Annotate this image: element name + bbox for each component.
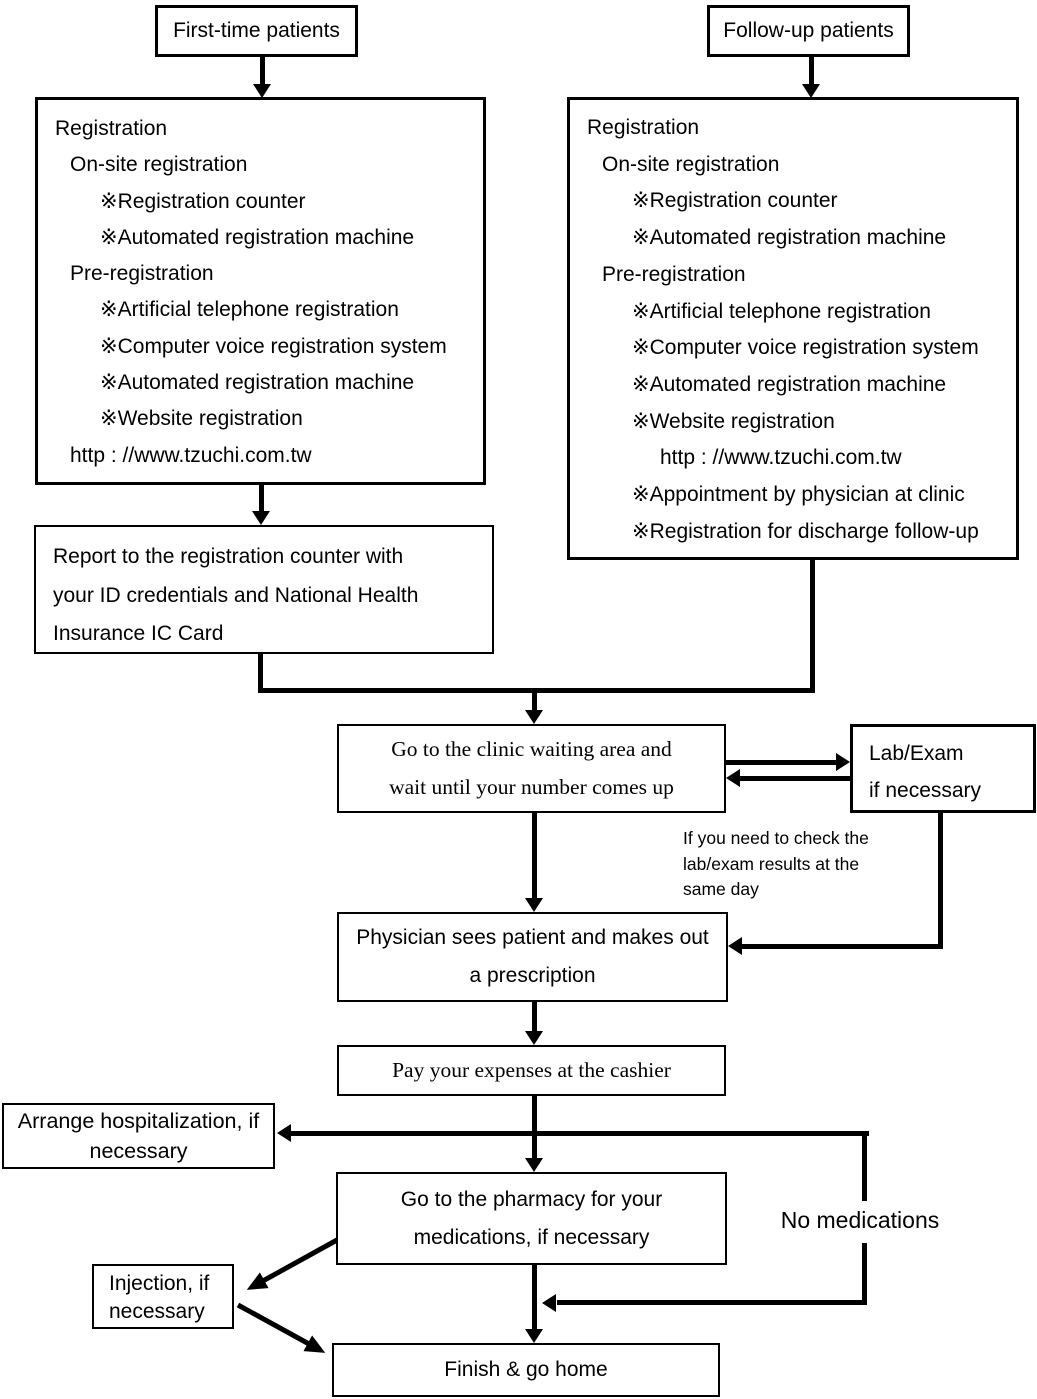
node-text-line: Arrange hospitalization, if [17,1109,260,1133]
node-label: First-time patients [173,19,340,42]
registration-line: ※Automated registration machine [632,372,947,396]
node-text-line: your ID credentials and National Health [53,583,419,607]
node-pay-cashier [337,1045,726,1096]
node-text-line: if necessary [869,779,982,802]
label-text: No medications [780,1207,940,1233]
note-line: lab/exam results at the [683,853,860,874]
node-lab-exam [850,724,1036,813]
node-physician-prescription [337,912,728,1002]
arrowhead-down-icon [253,84,271,98]
node-clinic-waiting-area [337,724,726,813]
registration-line: ※Automated registration machine [100,225,415,249]
arrowhead-left-icon [726,769,740,787]
node-text-line: Insurance IC Card [53,622,224,645]
registration-line: Pre-registration [70,262,214,286]
registration-line: On-site registration [602,152,780,176]
arrow-injection-to-finish [238,1305,320,1350]
registration-url: http : //www.tzuchi.com.tw [70,443,312,467]
registration-line: ※Appointment by physician at clinic [632,483,965,507]
node-pharmacy [336,1172,727,1265]
lab-exam-note [683,826,903,903]
node-registration-first-time [35,97,486,485]
arrow-first-time-to-registration [260,57,265,87]
node-follow-up-patients [707,5,910,57]
registration-line: ※Registration counter [100,189,306,213]
registration-line: ※Computer voice registration system [632,336,979,360]
node-label: Pay your expenses at the cashier [392,1058,671,1082]
arrow-lab-to-waiting [740,776,850,781]
registration-line: ※Registration for discharge follow-up [632,519,979,543]
arrowhead-down-icon [525,898,543,912]
connector-no-medications-lower [862,1243,867,1305]
node-text-line: Go to the clinic waiting area and [391,737,672,761]
node-first-time-patients [155,5,358,57]
node-text-line: Physician sees patient and makes out [356,926,709,949]
arrow-pharmacy-to-finish [532,1265,537,1329]
arrowhead-down-icon [802,84,820,98]
registration-line: ※Artificial telephone registration [100,298,399,322]
connector-no-medications-upper [862,1131,867,1201]
arrowhead-down-icon [525,1329,543,1343]
node-label: Follow-up patients [723,19,894,42]
arrowhead-down-icon [252,511,270,525]
node-text-line: Go to the pharmacy for your [400,1187,663,1211]
node-report-to-counter [34,525,494,654]
node-label: Finish & go home [444,1358,608,1381]
node-text-line: necessary [89,1139,188,1163]
registration-line: Registration [587,116,700,139]
registration-url: http : //www.tzuchi.com.tw [660,446,902,470]
registration-line: ※Website registration [100,407,303,431]
node-text-line: Injection, if [109,1272,210,1295]
node-arrange-hospitalization [2,1103,275,1169]
registration-line: ※Registration counter [632,189,838,213]
arrow-cashier-to-pharmacy [532,1096,537,1158]
arrow-waiting-to-physician [532,813,537,898]
registration-line: ※Automated registration machine [632,226,947,250]
arrowhead-down-icon [525,1031,543,1045]
arrow-waiting-to-lab [726,760,836,765]
arrow-physician-to-cashier [532,1002,537,1031]
connector-cashier-split [291,1131,869,1136]
node-text-line: necessary [109,1300,205,1323]
node-text-line: a prescription [469,964,596,987]
node-text-line: Lab/Exam [869,742,964,765]
registration-line: ※Computer voice registration system [100,334,447,358]
arrowhead-left-icon [277,1124,291,1142]
arrow-no-medications-merge [557,1300,867,1305]
arrow-pharmacy-to-injection [252,1240,337,1287]
note-line: If you need to check the [683,828,869,848]
connector-follow-up-down [810,560,815,693]
registration-line: ※Artificial telephone registration [632,299,931,323]
node-text-line: wait until your number comes up [389,774,674,799]
node-injection [92,1264,234,1329]
registration-line: On-site registration [70,153,248,177]
note-line: same day [683,879,759,899]
connector-lab-down [938,813,943,949]
node-registration-follow-up [567,97,1019,560]
no-medications-label [765,1207,955,1241]
node-text-line: medications, if necessary [413,1225,650,1249]
registration-line: ※Website registration [632,409,835,433]
arrow-registration-to-report [259,485,264,512]
connector-report-down [258,654,263,692]
registration-line: Registration [55,117,168,140]
registration-line: Pre-registration [602,262,746,286]
arrow-lab-to-physician [742,944,943,949]
node-finish-go-home [332,1343,720,1397]
arrow-follow-up-to-registration [809,57,814,87]
arrowhead-left-icon [728,937,742,955]
arrowhead-down-icon [525,710,543,724]
arrow-merge-to-waiting [532,693,537,711]
arrowhead-right-icon [836,753,850,771]
registration-line: ※Automated registration machine [100,371,415,395]
node-text-line: Report to the registration counter with [53,545,404,568]
arrowhead-down-icon [525,1158,543,1172]
arrowhead-left-icon [542,1294,556,1312]
